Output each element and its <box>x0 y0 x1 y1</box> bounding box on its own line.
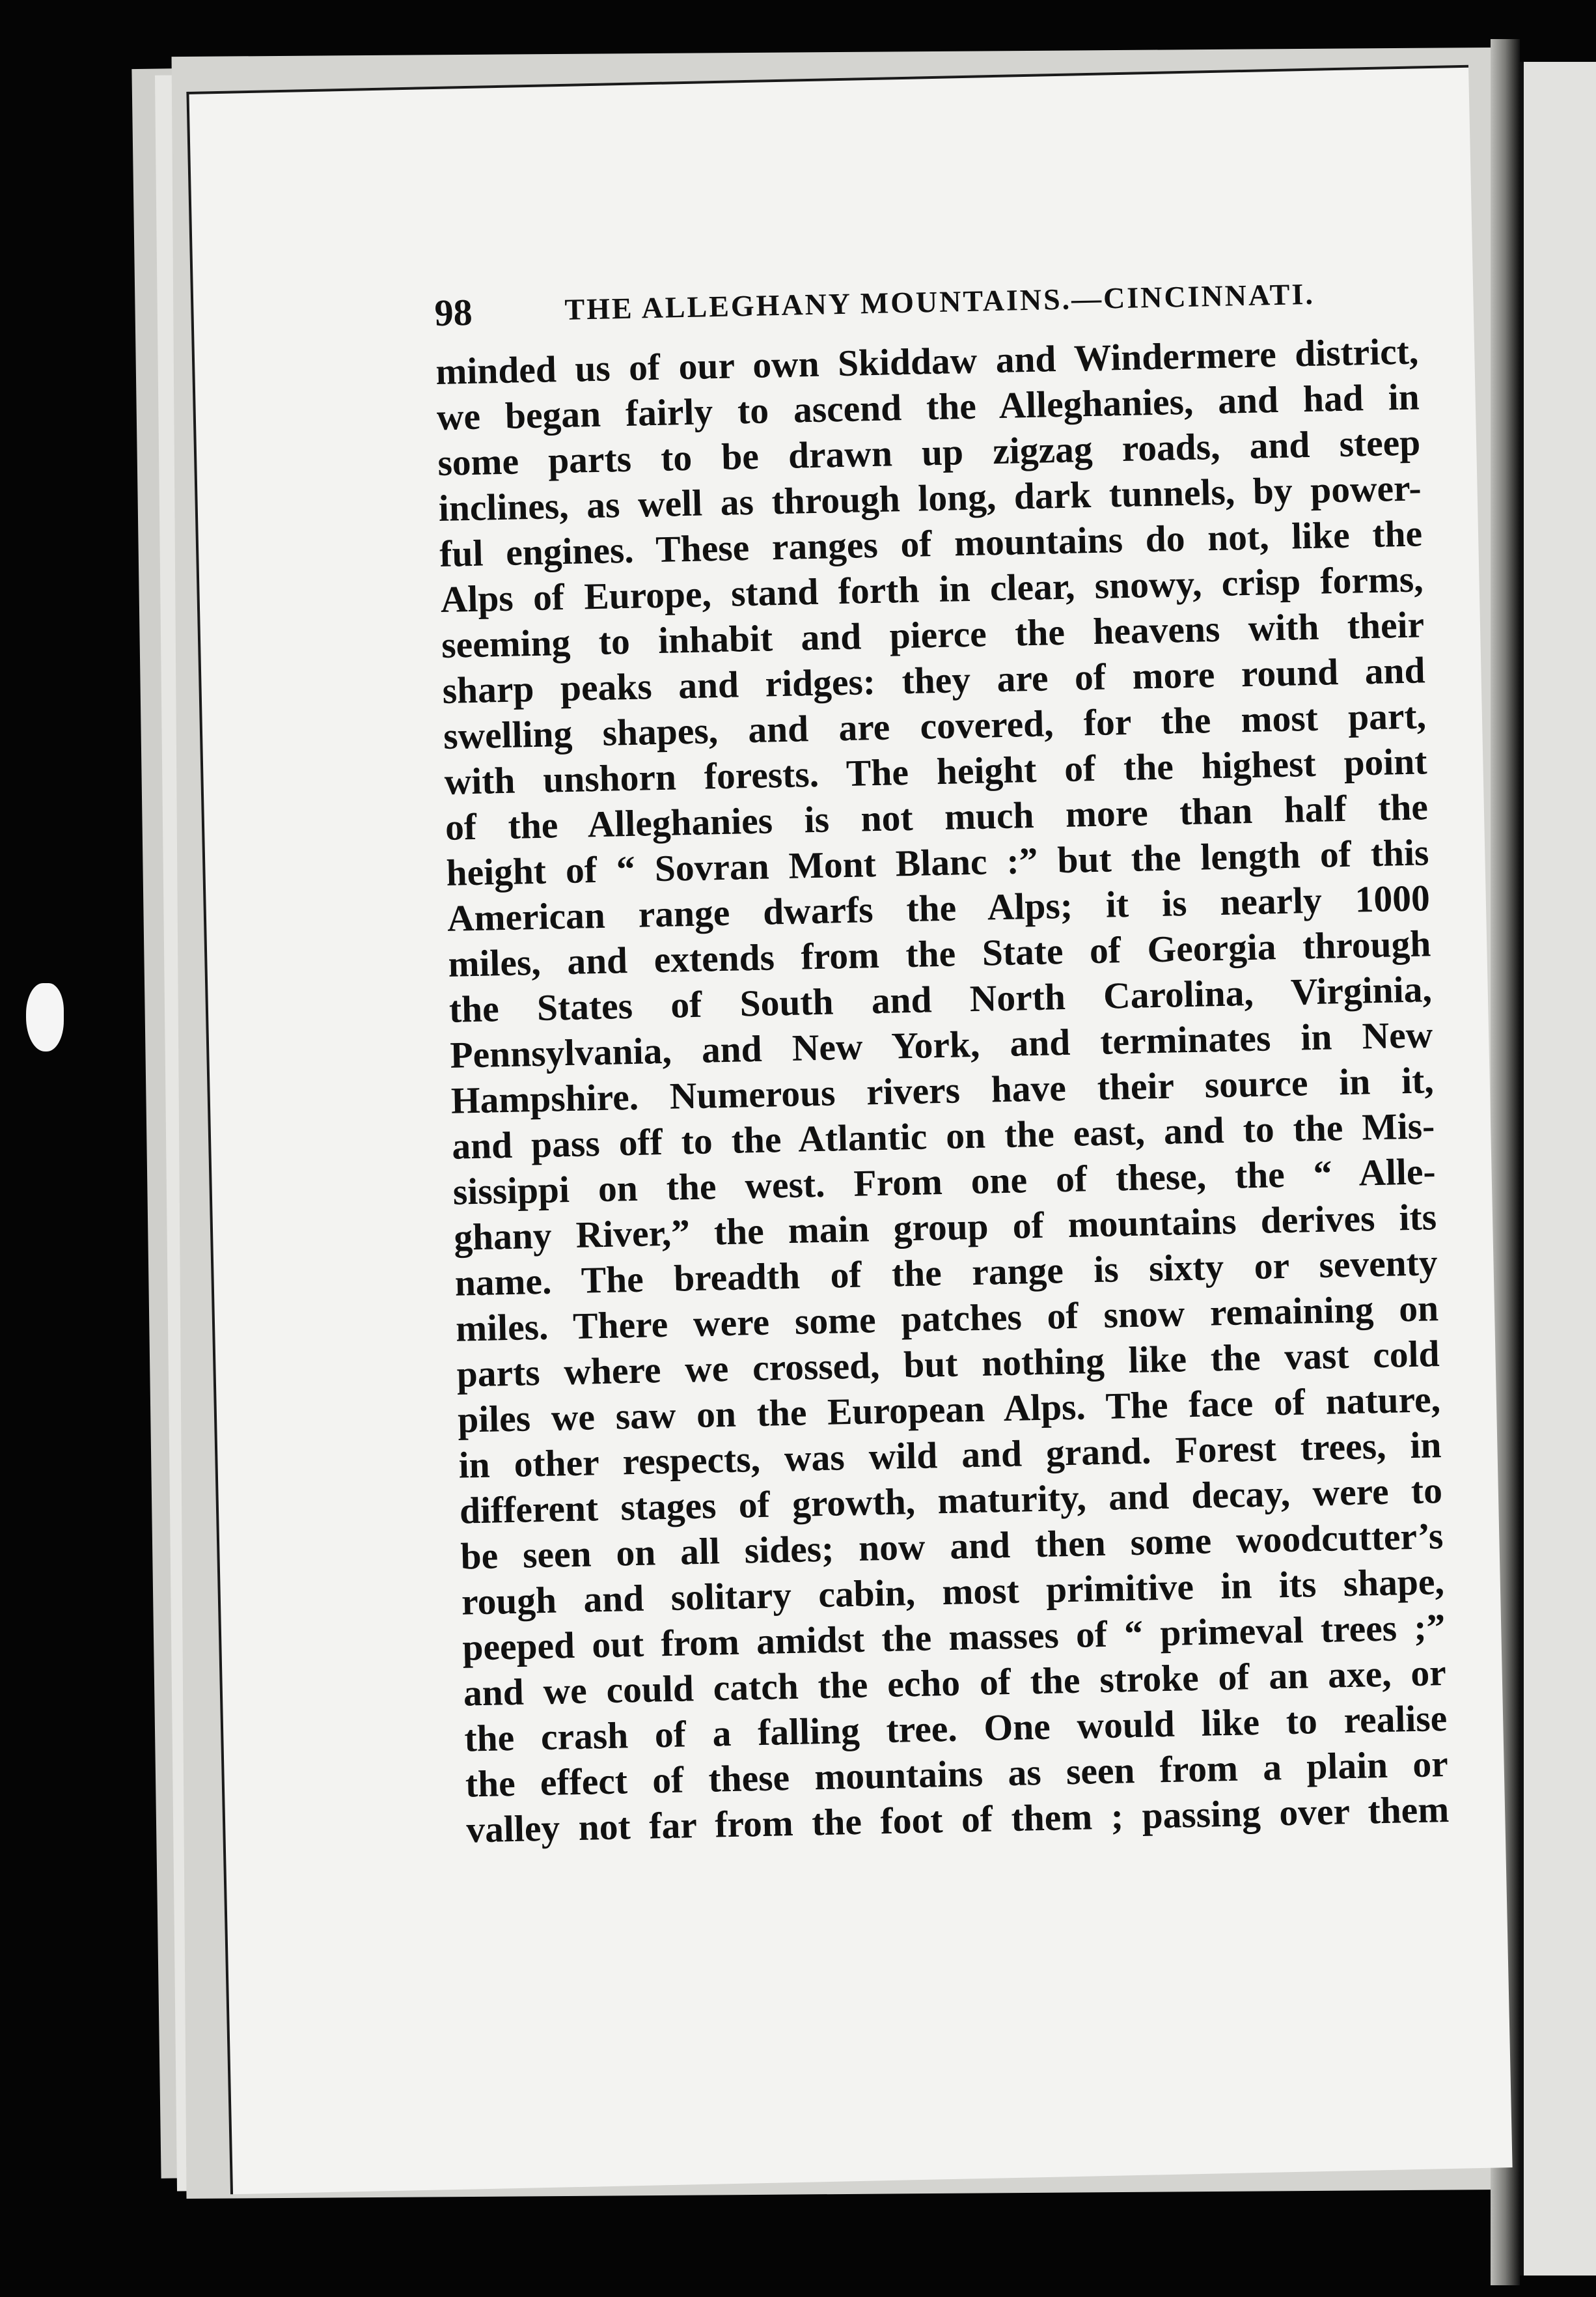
text-line: miles. There were some patches of snow remaining on <box>455 1288 1439 1350</box>
text-line: miles, and extends from the State of Georgia through <box>447 923 1431 985</box>
text-line: valley not far from the foot of them ; passing over them <box>465 1789 1450 1851</box>
text-line: minded us of our own Skiddaw and Windermere district, <box>435 331 1419 393</box>
text-line: peeped out from amidst the masses of “ primeval trees ;” <box>461 1607 1446 1669</box>
text-line: Hampshire. Numerous rivers have their source in it, <box>450 1060 1435 1122</box>
page-number: 98 <box>433 290 473 335</box>
facing-page-strip <box>1520 62 1596 2276</box>
text-line: and pass off to the Atlantic on the east, and to the Mis- <box>451 1106 1435 1167</box>
text-line: sissippi on the west. From one of these, the “ Alle- <box>452 1151 1437 1213</box>
text-line: height of “ Sovran Mont Blanc :” but the length of this <box>445 832 1429 894</box>
text-line: American range dwarfs the Alps; it is nearly 1000 <box>447 878 1431 940</box>
text-line: Alps of Europe, stand forth in clear, snowy, crisp forms, <box>440 559 1424 620</box>
text-line: in other respects, was wild and grand. Forest trees, in <box>458 1425 1442 1486</box>
text-line: the States of South and North Carolina, Virginia, <box>448 969 1433 1031</box>
text-line: the crash of a falling tree. One would like to realise <box>463 1697 1448 1760</box>
text-line: ghany River,” the main group of mountains derives its <box>453 1197 1437 1259</box>
text-line: of the Alleghanies is not much more than half the <box>445 787 1429 848</box>
text-line: piles we saw on the European Alps. The face of nature, <box>457 1379 1441 1441</box>
text-line: and we could catch the echo of the stroke of an axe, or <box>463 1652 1447 1714</box>
scan-blemish <box>26 983 64 1051</box>
text-line: sharp peaks and ridges: they are of more round and <box>442 650 1426 712</box>
running-head: THE ALLEGHANY MOUNTAINS.—CINCINNATI. <box>564 277 1315 326</box>
text-line: Pennsylvania, and New York, and terminates in New <box>449 1014 1433 1076</box>
text-line: some parts to be drawn up zigzag roads, and steep <box>437 422 1421 484</box>
book-page <box>186 65 1512 2195</box>
text-line: with unshorn forests. The height of the highest point <box>444 741 1428 803</box>
text-line: inclines, as well as through long, dark tunnels, by power- <box>438 467 1422 530</box>
text-line: be seen on all sides; now and then some woodcutter’s <box>460 1516 1444 1578</box>
text-line: different stages of growth, maturity, and decay, were to <box>459 1470 1443 1532</box>
text-line: ful engines. These ranges of mountains do not, like the <box>439 513 1423 575</box>
text-line: parts where we crossed, but nothing like the vast cold <box>456 1333 1440 1395</box>
text-line: we began fairly to ascend the Alleghanies, and had in <box>436 376 1420 439</box>
body-text <box>435 329 1450 1853</box>
text-line: rough and solitary cabin, most primitive in its shape, <box>461 1561 1445 1623</box>
text-line: the effect of these mountains as seen from a plain or <box>465 1743 1449 1805</box>
text-line: name. The breadth of the range is sixty or seventy <box>454 1242 1438 1304</box>
text-line: swelling shapes, and are covered, for the most part, <box>443 695 1427 757</box>
text-line: seeming to inhabit and pierce the heavens with their <box>441 604 1425 666</box>
